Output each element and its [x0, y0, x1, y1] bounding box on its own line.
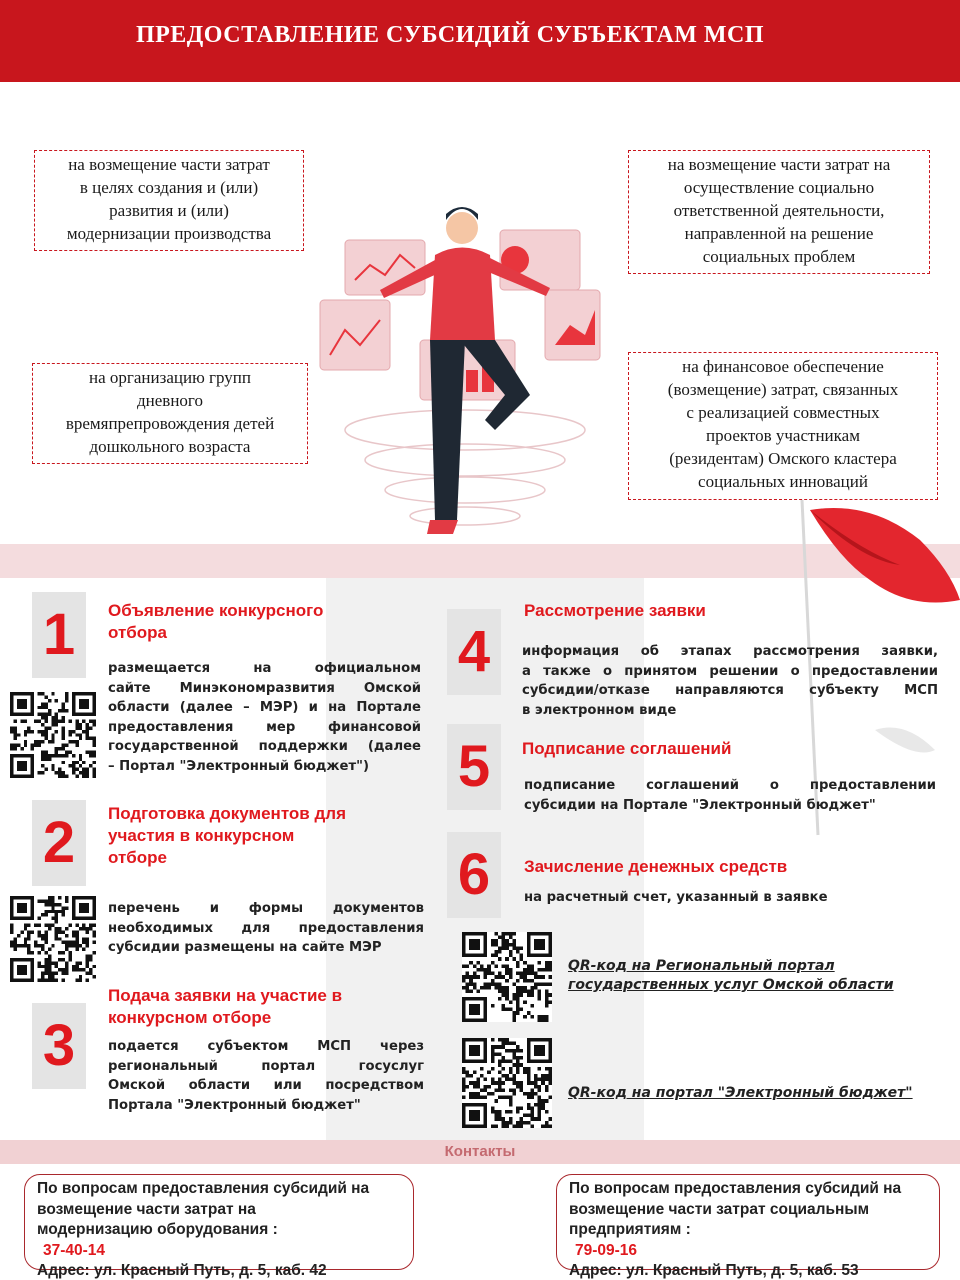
subsidy-box-daycare: на организацию групп дневного времяпрепровождения детей дошкольного возраста	[32, 363, 308, 464]
step-1-title: Объявление конкурсного отбора	[108, 601, 324, 642]
contact-card-social-enterprises: По вопросам предоставления субсидий на возмещение части затрат социальным предприятиям : 79-09-16 Адрес: ул. Красный Путь, д. 5, каб. 53	[556, 1174, 940, 1270]
step-2-title: Подготовка документов для участия в конкурсном отборе	[108, 804, 346, 867]
subsidy-box-modernization: на возмещение части затрат в целях создания и (или) развития и (или) модернизации производства	[34, 150, 304, 251]
address: Адрес: ул. Красный Путь, д. 5, каб. 42	[37, 1262, 327, 1279]
step-3-text: подается субъектом МСП через региональный портал госуслуг Омской области или посредством Портала "Электронный бюджет"	[108, 1039, 424, 1113]
qr-code-electronic-budget[interactable]	[462, 1038, 552, 1128]
contacts-title: Контакты	[444, 1143, 516, 1160]
phone-number[interactable]: 79-09-16	[575, 1241, 638, 1259]
step-number-5: 5	[447, 724, 501, 810]
step-5-text: подписание соглашений о предоставлении субсидии на Портале "Электронный бюджет"	[524, 778, 936, 813]
step-1-text: размещается на официальном сайте Минэкономразвития Омской области (далее – МЭР) и на Портале предоставления мер финансовой государственной поддержки (далее – Портал "Электронный бюджет")	[108, 661, 421, 774]
step-6-title: Зачисление денежных средств	[524, 857, 788, 876]
step-number-1: 1	[32, 592, 86, 678]
step-6-text: на расчетный счет, указанный в заявке	[524, 890, 828, 905]
step-4-title: Рассмотрение заявки	[524, 601, 706, 620]
qr-caption-electronic-budget[interactable]: QR-код на портал "Электронный бюджет"	[568, 1085, 913, 1101]
phone-number[interactable]: 37-40-14	[43, 1241, 106, 1259]
qr-code-regional-portal[interactable]	[462, 932, 552, 1022]
step-3-title: Подача заявки на участие в конкурсном отборе	[108, 986, 343, 1027]
subsidy-box-social-responsibility: на возмещение части затрат на осуществление социально ответственной деятельности, направленной на решение социальных проблем	[628, 150, 930, 274]
step-5-title: Подписание соглашений	[522, 739, 732, 758]
subsidy-box-cluster: на финансовое обеспечение (возмещение) затрат, связанных с реализацией совместных проектов участникам (резидентам) Омского кластера социальных инноваций	[628, 352, 938, 500]
step-number-4: 4	[447, 609, 501, 695]
step-number-2: 2	[32, 800, 86, 886]
page-title: ПРЕДОСТАВЛЕНИЕ СУБСИДИЙ СУБЪЕКТАМ МСП	[135, 22, 765, 48]
step-number-3: 3	[32, 1003, 86, 1089]
qr-code-step-2[interactable]	[10, 896, 96, 982]
step-number-6: 6	[447, 832, 501, 918]
address: Адрес: ул. Красный Путь, д. 5, каб. 53	[569, 1262, 859, 1279]
contact-card-modernization: По вопросам предоставления субсидий на возмещение части затрат на модернизацию оборудования : 37-40-14 Адрес: ул. Красный Путь, д. 5, каб. 42	[24, 1174, 414, 1270]
businessman-illustration	[300, 140, 630, 560]
qr-caption-regional-portal[interactable]: QR-код на Региональный портал государственных услуг Омской области	[568, 958, 894, 993]
step-2-text: перечень и формы документов необходимых для предоставления субсидии размещены на сайте МЭР	[108, 901, 424, 955]
qr-code-step-1[interactable]	[10, 692, 96, 778]
step-4-text: информация об этапах рассмотрения заявки, а также о принятом решении о предоставлении субсидии/отказе направляются субъекту МСП в электронном виде	[522, 644, 938, 718]
